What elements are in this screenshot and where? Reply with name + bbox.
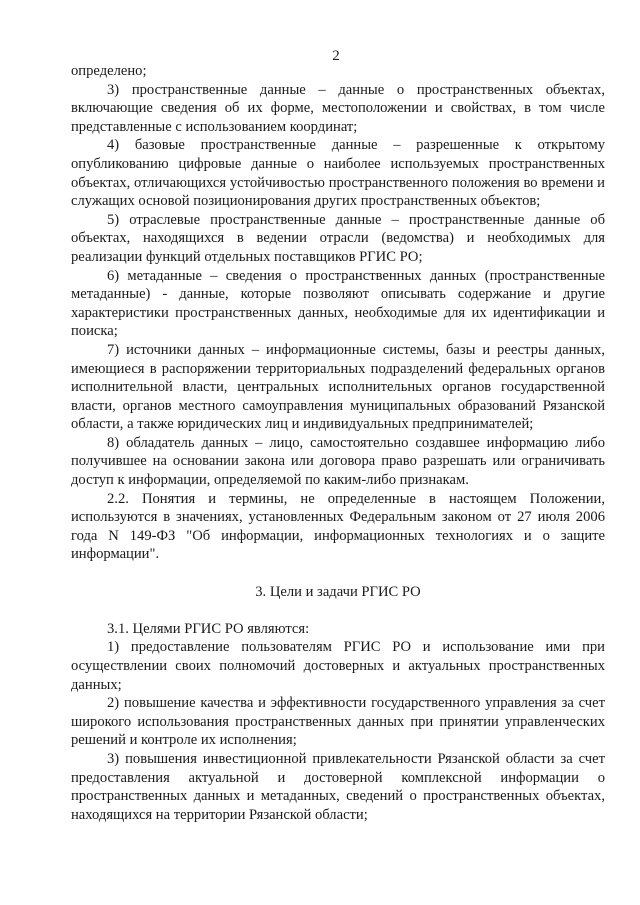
paragraph-3-1: 3.1. Целями РГИС РО являются: [107, 620, 310, 637]
blank-line [71, 601, 605, 620]
paragraph-definition-8: 8) обладатель данных – лицо, самостоятельно создавшее информацию либо получившее на основании закона или договора право разрешать или ограничивать доступ к информации, определяемой по каким-либо признакам. [71, 434, 605, 489]
paragraph-definition-6: 6) метаданные – сведения о пространственных данных (пространственные метаданные) - данные, которые позволяют описывать содержание и другие характеристики пространственных данных, необходимые для их идентификации и поиска; [71, 267, 605, 340]
paragraph-goal-1: 1) предоставление пользователям РГИС РО и использование ими при осуществлении своих полномочий достоверных и актуальных пространственных данных; [71, 639, 605, 693]
paragraph-definition-4: 4) базовые пространственные данные – разрешенные к открытому опубликованию цифровые данные о наиболее используемых пространственных объектах, отличающихся устойчивостью пространственного положения во времени и служащих основой позиционирования других пространственных объектов; [71, 137, 605, 210]
paragraph-definition-3: 3) пространственные данные – данные о пространственных объектах, включающие сведения об их форме, местоположении и свойствах, в том числе представленные с использованием координат; [71, 81, 605, 135]
section-heading: 3. Цели и задачи РГИС РО [255, 583, 421, 600]
paragraph-definition-7: 7) источники данных – информационные системы, базы и реестры данных, имеющиеся в распоряжении территориальных подразделений федеральных органов исполнительной власти, центральных исполнительных органов государственной власти, органов местного самоуправления муниципальных образований Рязанской области, а также юридических лиц и индивидуальных предпринимателей; [71, 341, 605, 433]
document-body [71, 62, 605, 824]
paragraph-continuation: определено; [71, 63, 147, 79]
paragraph-2-2: 2.2. Понятия и термины, не определенные в настоящем Положении, используются в значениях, установленных Федеральным законом от 27 июля 2006 года N 149-ФЗ "Об информации, информационных технологиях и о защите информации". [71, 490, 605, 563]
page-number: 2 [332, 48, 340, 64]
paragraph-goal-3: 3) повышения инвестиционной привлекательности Рязанской области за счет предоставления актуальной и достоверной комплексной информации о пространственных данных и метаданных, сведений о пространственных объектах, находящихся на территории Рязанской области; [71, 750, 605, 823]
paragraph-definition-5: 5) отраслевые пространственные данные – пространственные данные об объектах, находящихся в ведении отрасли (ведомства) и необходимых для реализации функций отдельных поставщиков РГИС РО; [71, 211, 605, 265]
paragraph-goal-2: 2) повышение качества и эффективности государственного управления за счет широкого использования пространственных данных при принятии управленческих решений и контроле их исполнения; [71, 695, 605, 749]
blank-line [71, 564, 605, 583]
